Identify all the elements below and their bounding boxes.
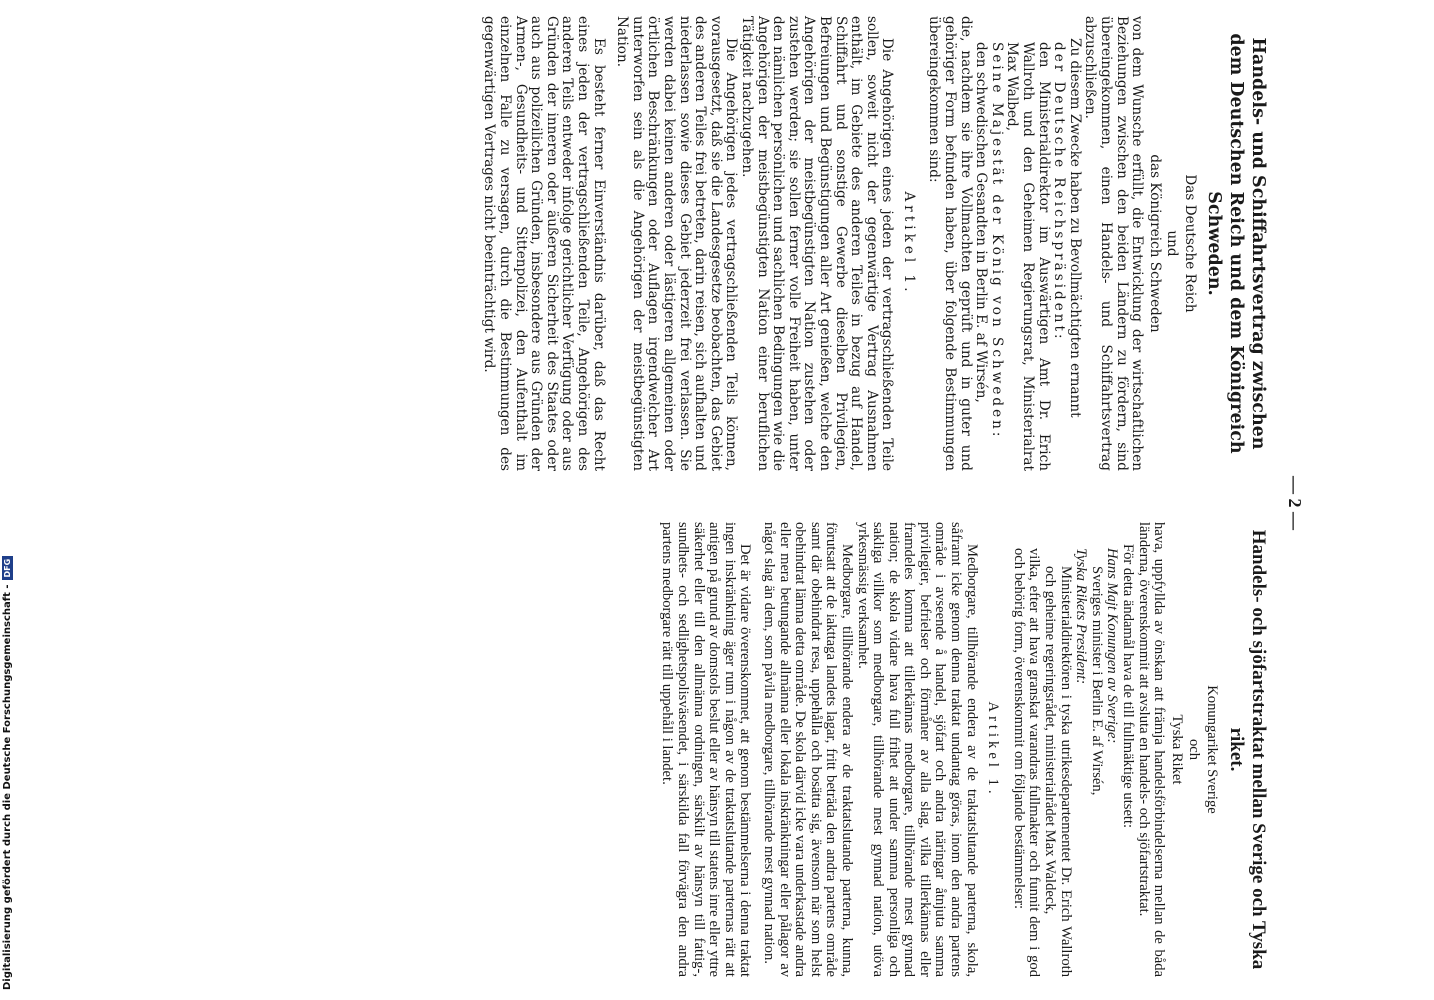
swedish-article-heading: Artikel 1. bbox=[985, 701, 1002, 798]
german-party1: Das Deutsche Reich bbox=[1182, 174, 1198, 313]
german-purpose: Zu diesem Zwecke haben zu Bevollmächtigten ernannt bbox=[1066, 38, 1083, 418]
swedish-article1-para1: Medborgare, tillhörande endera av de traktatslutande parterna, skola, såframt icke genom denna traktat undantag göras, inom den andra partens område i avseende å handel, sjöfart och andra näringar åtnjuta samma privilegier, befrielser och förmåner av alla slag, vilka tillerkännas eller framdeles komma att tillerkännas medborgare, tillhörande mest gynnad nation; de skola vidare hava full frihet att under samma personliga och sakliga villkor som medborgare, tillhörande mest gynnad nation, utöva yrkesmässig verksamhet. bbox=[854, 522, 980, 977]
german-und: und bbox=[1164, 230, 1181, 257]
credit-text: Digitalisierung gefördert durch die Deutsche Forschungsgemeinschaft - bbox=[2, 584, 13, 990]
swedish-king: Hans Majt Konungen av Sverige: bbox=[1104, 548, 1121, 744]
german-after: die, nachdem sie ihre Vollmachten geprüft und in guter und gehöriger Form befunden haben, über folgende Bestimmungen übereingekommen sind: bbox=[926, 16, 974, 471]
german-reichspraesident: der Deutsche Reichspräsident: bbox=[1051, 42, 1068, 342]
german-party2: das Königreich Schweden bbox=[1146, 154, 1163, 333]
german-reichspraesident-delegates: den Ministerialdirektor im Auswärtigen Amt Dr. Erich Wallroth und den Geheimen Regierungsrat, Ministerialrat Max Walbed, bbox=[1004, 42, 1052, 471]
german-king-delegate: den schwedischen Gesandten in Berlin E. af Wirsén, bbox=[973, 42, 990, 403]
swedish-preamble: hava, uppfyllda av önskan att främja handelsförbindelserna mellan de båda länderna, överenskommit att avsluta en handels- och sjöfartstraktat. bbox=[1135, 522, 1168, 977]
swedish-after: vilka, efter att hava granskat varandras fullmakter och funnit dem i god och behörig form, överenskommit om följande bestämmelser: bbox=[1010, 548, 1043, 977]
swedish-article1-para2: Medborgare, tillhörande endera av de traktatslutande parterna, kunna, förutsatt att de iakttaga landets lagar, fritt beträda den andra partens område samt där obehindrat resa, uppehålla och bosätta sig, ävensom när som helst obehindrat lämna detta område. De skola därvid icke vara underkastade andra eller mera betungande allmänna eller lokala inskränkningar eller pålagor av något slag än dem, som påvila medborgare, tillhörande mest gynnad nation. bbox=[760, 522, 855, 977]
swedish-party2: Tyska Riket bbox=[1168, 714, 1185, 785]
swedish-reichspresident-delegates: Ministerialdirektören i tyska utrikesdepartementet Dr. Erich Wallroth och geheime regeringsrådet, ministerialrådet Max Waldeck, bbox=[1042, 566, 1074, 977]
swedish-column bbox=[659, 522, 1269, 977]
german-column bbox=[481, 16, 1269, 471]
swedish-purpose: För detta ändamål hava de till fullmäktige utsett: bbox=[1120, 544, 1137, 829]
dfg-logo: DFG bbox=[2, 556, 13, 581]
digitization-credit bbox=[2, 558, 18, 990]
swedish-och: och bbox=[1186, 738, 1203, 761]
german-preamble: von dem Wunsche erfüllt, die Entwicklung der wirtschaftlichen Beziehungen zwischen den beiden Ländern zu fördern, sind übereingekommen, einen Handels- und Schiffahrtsvertrag abzuschließen. bbox=[1082, 16, 1146, 471]
rotated-document-page bbox=[117, 0, 1307, 1000]
german-article1-para2: Die Angehörigen jedes vertragschließenden Teils können, vorausgesetzt, daß sie die Landesgesetze beobachten, das Gebiet des anderen Teiles frei betreten, darin reisen, sich aufhalten und niederlassen sowie dieses Gebiet jederzeit frei verlassen. Sie werden dabei keinen anderen oder lästigeren allgemeinen oder örtlichen Beschränkungen oder Auflagen irgendwelcher Art unterworfen sein als die Angehörigen der meistbegünstigten Nation. bbox=[614, 16, 740, 471]
german-article-heading: Artikel 1. bbox=[900, 191, 917, 296]
swedish-party1: Konungariket Sverige bbox=[1204, 685, 1220, 814]
swedish-reichspresident: Tyska Rikets President: bbox=[1073, 548, 1090, 685]
swedish-king-delegate: Sveriges minister i Berlin E. af Wirsén, bbox=[1088, 566, 1105, 796]
swedish-title: Handels- och sjöfartstraktat mellan Sverige och Tyska riket. bbox=[1226, 529, 1269, 970]
page-number: — 2 — bbox=[1285, 476, 1305, 530]
german-article1-para3: Es besteht ferner Einverständnis darüber, daß das Recht eines jeden der vertragschließenden Teile, Angehörigen des anderen Teils entweder infolge gerichtlicher Verfügung oder aus Gründen der inneren oder äußeren Sicherheit des Staates oder auch aus polizeilichen Gründen, insbesondere aus Gründen der Armen-, Gesundheits- und Sittenpolizei, den Aufenthalt im einzelnen Falle zu versagen, durch die Bestimmungen des gegenwärtigen Vertrages nicht beeinträchtigt wird. bbox=[481, 16, 607, 471]
german-article1-para1: Die Angehörigen eines jeden der vertragschließenden Teile sollen, soweit nicht der gegenwärtige Vertrag Ausnahmen enthält, im Gebiete des anderen Teiles in bezug auf Handel, Schiffahrt und sonstige Gewerbe dieselben Privilegien, Befreiungen und Begünstigungen aller Art genießen, welche den Angehörigen der meistbegünstigten Nation zustehen oder zustehen werden; sie sollen ferner volle Freiheit haben, unter den nämlichen persönlichen und sachlichen Bedingungen wie die Angehörigen der meistbegünstigten Nation einer beruflichen Tätigkeit nachzugehen. bbox=[738, 16, 896, 471]
german-title: Handels- und Schiffahrtsvertrag zwischen dem Deutschen Reich und dem Königreich Schweden. bbox=[1204, 33, 1268, 454]
german-king: Seine Majestät der König von Schweden: bbox=[988, 42, 1005, 440]
swedish-article1-para3: Det är vidare överenskommet, att genom bestämmelserna i denna traktat ingen inskränkning äger rum i någon av de traktatslutande parternas rätt att antigen på grund av domstols beslut eller av hänsyn till statens inre eller yttre säkerhet eller till den allmänna ordningen, särskilt av hänsyn till fattig-, sundhets- och sedlighetspolisväsendet, i särskilda fall förvägra den andra partens medborgare rätt till uppehåll i landet. bbox=[659, 522, 754, 977]
